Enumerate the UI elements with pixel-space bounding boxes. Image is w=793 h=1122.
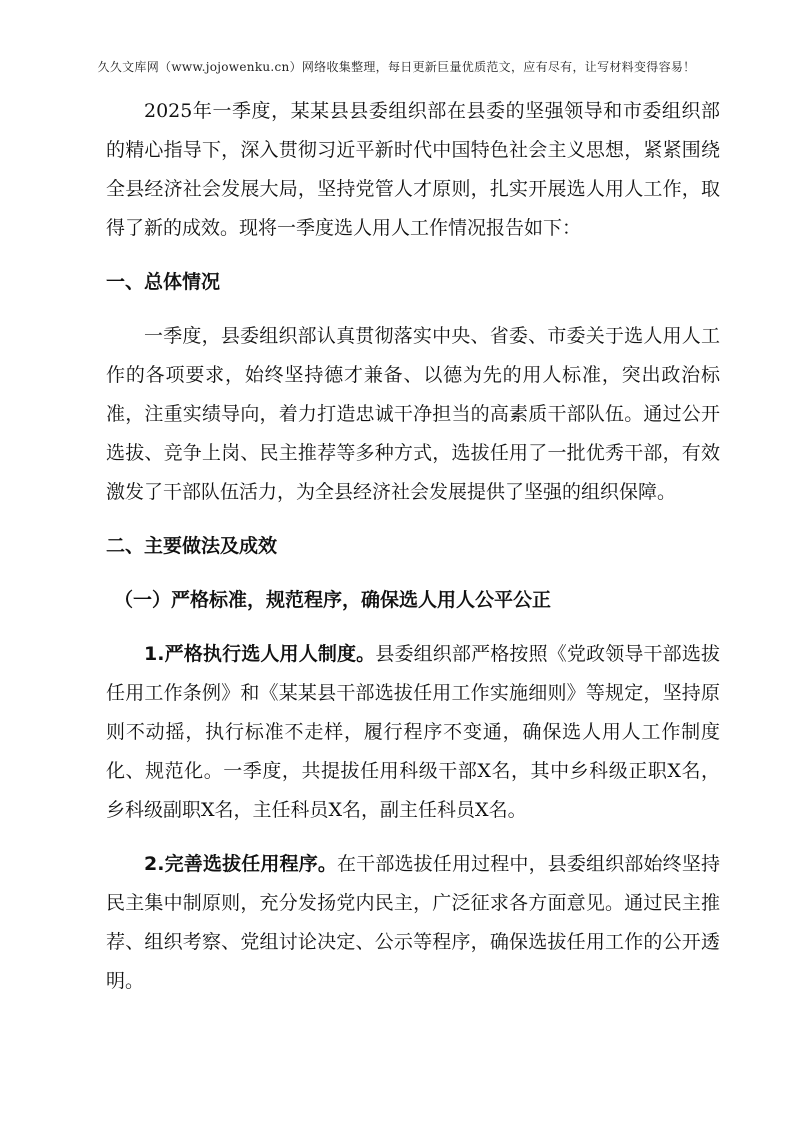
item-text-1: 县委组织部严格按照《党政领导干部选拔任用工作条例》和《某某县干部选拔任用工作实施细则》等规定，坚持原则不动摇，执行标准不走样，履行程序不变通，确保选人用人工作制度化、规范化。一季度，共提拔任用科级干部X名，其中乡科级正职X名，乡科级副职X名，主任科员X名，副主任科员X名。 bbox=[106, 643, 720, 821]
item-text-2: 在干部选拔任用过程中，县委组织部始终坚持民主集中制原则，充分发扬党内民主，广泛征求各方面意见。通过民主推荐、组织考察、党组讨论决定、公示等程序，确保选拔任用工作的公开透明。 bbox=[106, 853, 720, 992]
document-body bbox=[106, 92, 720, 1016]
section-heading-practices: 二、主要做法及成效 bbox=[106, 535, 278, 557]
item-paragraph-2 bbox=[106, 845, 720, 1001]
item-paragraph-1 bbox=[106, 635, 720, 830]
subsection-heading-standards: （一）严格标准，规范程序，确保选人用人公平公正 bbox=[114, 589, 552, 611]
overview-paragraph: 一季度，县委组织部认真贯彻落实中央、省委、市委关于选人用人工作的各项要求，始终坚持德才兼备、以德为先的用人标准，突出政治标准，注重实绩导向，着力打造忠诚干净担当的高素质干部队伍。通过公开选拔、竞争上岗、民主推荐等多种方式，选拔任用了一批优秀干部，有效激发了干部队伍活力，为全县经济社会发展提供了坚强的组织保障。 bbox=[106, 325, 720, 503]
item-lead-1: 1.严格执行选人用人制度。 bbox=[144, 643, 376, 665]
section-heading-overview: 一、总体情况 bbox=[106, 271, 221, 293]
page-header: 久久文库网（www.jojowenku.cn）网络收集整理，每日更新巨量优质范文，应有尽有，让写材料变得容易！ bbox=[97, 60, 696, 74]
item-lead-2: 2.完善选拔任用程序。 bbox=[144, 853, 338, 875]
intro-paragraph: 2025年一季度，某某县县委组织部在县委的坚强领导和市委组织部的精心指导下，深入贯彻习近平新时代中国特色社会主义思想，紧紧围绕全县经济社会发展大局，坚持党管人才原则，扎实开展选人用人工作，取得了新的成效。现将一季度选人用人工作情况报告如下： bbox=[106, 100, 720, 239]
